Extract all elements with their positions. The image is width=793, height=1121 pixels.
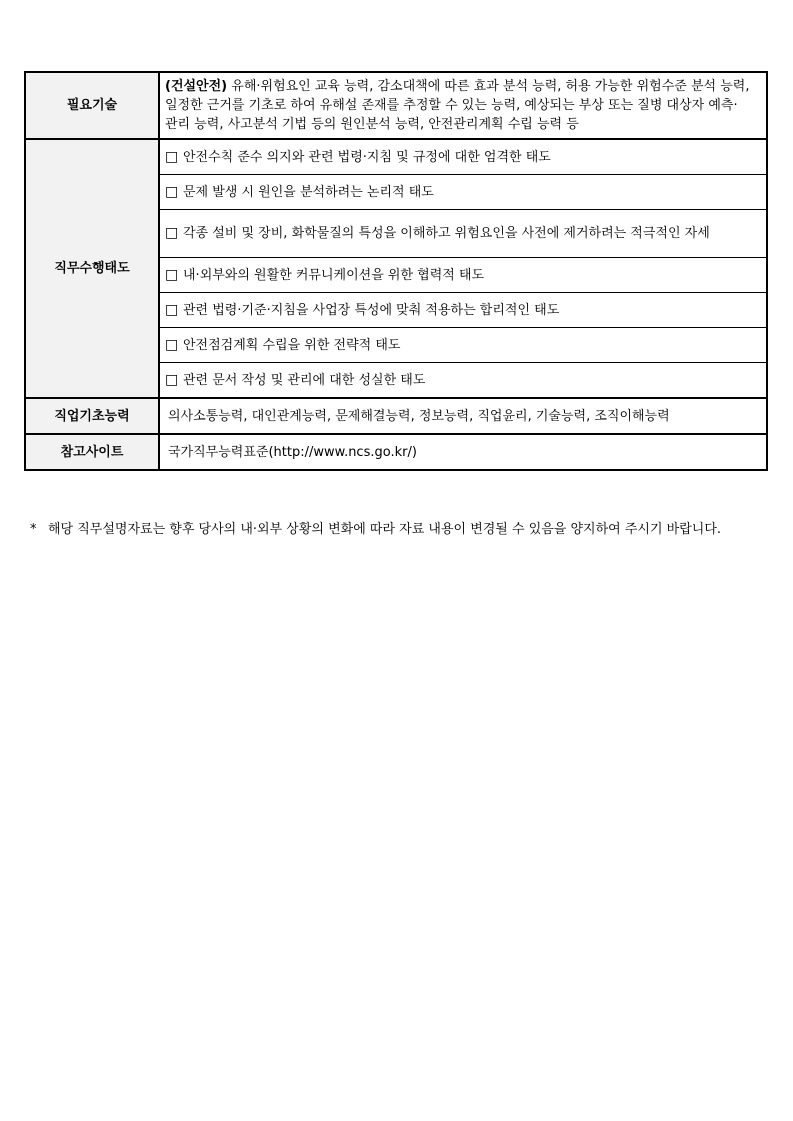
skills-row: [25, 72, 767, 139]
attitude-item-text: 문제 발생 시 원인을 분석하려는 논리적 태도: [183, 184, 434, 200]
checkbox-icon: □: [165, 371, 179, 388]
attitude-item: [159, 328, 767, 363]
footnote-text: 해당 직무설명자료는 향후 당사의 내·외부 상황의 변화에 따라 자료 내용이 변경될 수 있음을 양지하여 주시기 바랍니다.: [48, 522, 722, 537]
attitude-item: [159, 175, 767, 210]
checkbox-icon: □: [165, 148, 179, 165]
checkbox-icon: □: [165, 225, 179, 241]
attitude-item-text: 각종 설비 및 장비, 화학물질의 특성을 이해하고 위험요인을 사전에 제거하려는 적극적인 자세: [183, 226, 710, 241]
attitude-item-text: 관련 법령·기준·지침을 사업장 특성에 맞춰 적용하는 합리적인 태도: [183, 302, 560, 318]
attitude-item-text: 내·외부와의 원활한 커뮤니케이션을 위한 협력적 태도: [183, 267, 485, 283]
checkbox-icon: □: [165, 301, 179, 318]
footnote: [30, 519, 770, 541]
checkbox-icon: □: [165, 336, 179, 353]
attitude-item: [159, 293, 767, 328]
skills-content: [160, 73, 766, 138]
reference-site-header: 참고사이트: [25, 434, 159, 470]
attitude-header: 직무수행태도: [25, 139, 159, 398]
reference-site-row: [25, 434, 767, 470]
skills-prefix: (건설안전): [165, 79, 228, 94]
skills-cell: [159, 72, 767, 139]
attitude-item: [159, 210, 767, 258]
attitude-item: [159, 258, 767, 293]
checkbox-icon: □: [165, 183, 179, 200]
reference-site-text: 국가직무능력표준(http://www.ncs.go.kr/): [168, 444, 417, 460]
skills-text: 유해·위험요인 교육 능력, 감소대책에 따른 효과 분석 능력, 허용 가능한 위험수준 분석 능력, 일정한 근거를 기초로 하여 유해설 존재를 추정할 수 있는 능력, 예상되는 부상 또는 질병 대상자 예측·관리 능력, 사고분석 기법 등의 원인분석 능력, 안전관리계획 수립 능력 등: [165, 79, 750, 132]
basic-abilities-text: 의사소통능력, 대인관계능력, 문제해결능력, 정보능력, 직업윤리, 기술능력, 조직이해능력: [168, 408, 670, 424]
job-description-table: [24, 71, 768, 471]
skills-header: 필요기술: [25, 72, 159, 139]
basic-abilities-row: [25, 398, 767, 434]
attitude-item-text: 안전수칙 준수 의지와 관련 법령·지침 및 규정에 대한 엄격한 태도: [183, 149, 551, 165]
attitude-row: [25, 139, 767, 175]
basic-abilities-cell: [159, 398, 767, 434]
attitude-item: [159, 363, 767, 399]
attitude-item: [159, 139, 767, 175]
attitude-item-text: 관련 문서 작성 및 관리에 대한 성실한 태도: [183, 372, 426, 388]
checkbox-icon: □: [165, 266, 179, 283]
reference-site-cell: [159, 434, 767, 470]
footnote-mark: *: [30, 522, 37, 537]
basic-abilities-header: 직업기초능력: [25, 398, 159, 434]
attitude-item-text: 안전점검계획 수립을 위한 전략적 태도: [183, 337, 401, 353]
